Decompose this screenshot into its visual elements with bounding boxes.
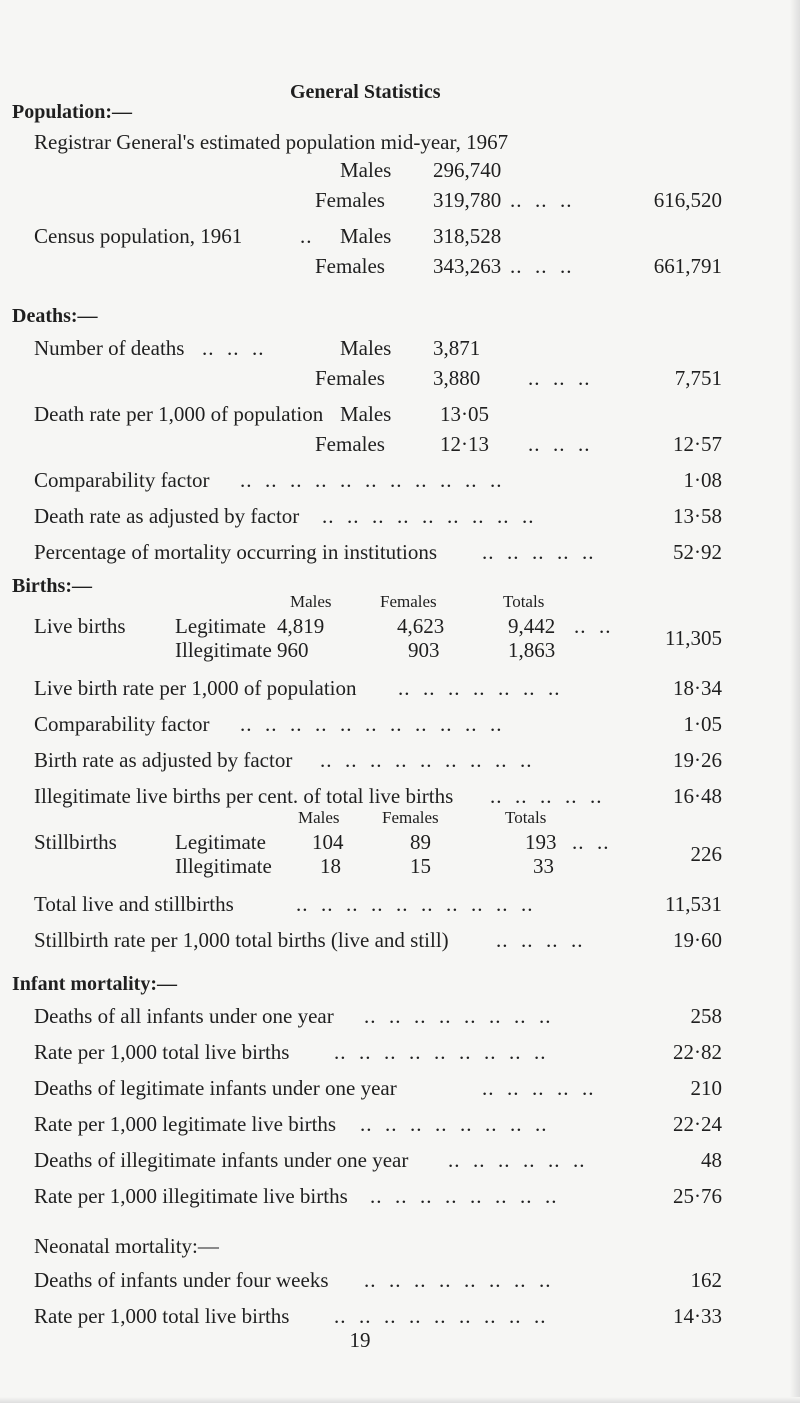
census-total-value: 661,791 — [653, 254, 722, 278]
deaths-males-value: 3,871 — [433, 336, 481, 360]
illegit-totals: 1,863 — [508, 638, 556, 662]
dot-leader: .. .. — [572, 830, 610, 854]
still-illegit-label: Illegitimate — [175, 854, 272, 878]
institutions-label: Percentage of mortality occurring in institutions — [34, 540, 437, 564]
census-females-label: Females — [315, 254, 385, 278]
birth-comparability-value: 1·05 — [683, 712, 722, 736]
population-heading: Population:— — [12, 101, 133, 123]
infant-legit-rate-value: 22·24 — [673, 1112, 722, 1136]
legit-label: Legitimate — [175, 614, 266, 638]
mid-year-females-label: Females — [315, 188, 385, 212]
death-rate-males-value: 13·05 — [440, 402, 489, 426]
institutions-value: 52·92 — [673, 540, 722, 564]
illegit-females: 903 — [408, 638, 440, 662]
dot-leader: .. — [300, 224, 313, 248]
page-title: General Statistics — [290, 81, 441, 103]
dot-leader: .. .. .. .. — [496, 928, 584, 952]
total-live-still-value: 11,531 — [665, 892, 722, 916]
illegit-males: 960 — [277, 638, 309, 662]
infant-illegit-deaths-value: 48 — [701, 1148, 722, 1172]
deaths-heading: Deaths:— — [12, 305, 98, 327]
death-rate-males-label: Males — [340, 402, 392, 426]
census-females-value: 343,263 — [433, 254, 502, 278]
census-males-value: 318,528 — [433, 224, 502, 248]
dot-leader: .. .. .. .. .. — [490, 784, 603, 808]
dot-leader: .. .. .. — [510, 188, 573, 212]
infant-all-deaths-label: Deaths of all infants under one year — [34, 1004, 334, 1028]
dot-leader: .. .. .. .. .. — [482, 540, 595, 564]
deaths-total-value: 7,751 — [674, 366, 722, 390]
illegit-pct-value: 16·48 — [673, 784, 722, 808]
dot-leader: .. .. .. — [528, 366, 591, 390]
neonatal-deaths-label: Deaths of infants under four weeks — [34, 1268, 329, 1292]
mid-year-females-value: 319,780 — [433, 188, 502, 212]
mid-year-males-label: Males — [340, 158, 392, 182]
still-legit-males: 104 — [312, 830, 344, 854]
death-comparability-label: Comparability factor — [34, 468, 210, 492]
dot-leader: .. .. .. — [528, 432, 591, 456]
still-col-females: Females — [382, 808, 439, 827]
still-legit-label: Legitimate — [175, 830, 266, 854]
births-heading: Births:— — [12, 575, 92, 597]
infant-illegit-deaths-label: Deaths of illegitimate infants under one year — [34, 1148, 409, 1172]
neonatal-rate-label: Rate per 1,000 total live births — [34, 1304, 290, 1328]
deaths-females-value: 3,880 — [433, 366, 481, 390]
still-legit-females: 89 — [410, 830, 431, 854]
mid-year-total-value: 616,520 — [653, 188, 722, 212]
dot-leader: .. .. .. .. .. .. .. .. .. — [320, 748, 533, 772]
mid-year-label: Registrar General's estimated population mid-year, 1967 — [34, 130, 509, 154]
infant-legit-deaths-label: Deaths of legitimate infants under one year — [34, 1076, 397, 1100]
deaths-number-label: Number of deaths — [34, 336, 185, 360]
live-rate-label: Live birth rate per 1,000 of population — [34, 676, 357, 700]
neonatal-heading: Neonatal mortality:— — [34, 1234, 219, 1258]
dot-leader: .. .. .. .. .. .. .. .. — [364, 1268, 552, 1292]
still-illegit-females: 15 — [410, 854, 431, 878]
still-col-totals: Totals — [505, 808, 547, 827]
dot-leader: .. .. .. .. .. .. .. .. — [360, 1112, 548, 1136]
page-edge-shadow — [790, 0, 800, 1403]
dot-leader: .. .. .. .. .. .. .. .. .. .. .. — [240, 468, 503, 492]
infant-legit-deaths-value: 210 — [690, 1076, 722, 1100]
live-total-value: 11,305 — [665, 626, 722, 650]
infant-legit-rate-label: Rate per 1,000 legitimate live births — [34, 1112, 337, 1136]
infant-all-rate-value: 22·82 — [673, 1040, 722, 1064]
dot-leader: .. .. .. .. .. .. .. .. .. — [322, 504, 535, 528]
death-rate-label: Death rate per 1,000 of population — [34, 402, 324, 426]
deaths-males-label: Males — [340, 336, 392, 360]
dot-leader: .. .. .. .. .. .. .. .. — [364, 1004, 552, 1028]
dot-leader: .. .. .. .. .. — [482, 1076, 595, 1100]
page-bottom-shadow — [0, 1397, 800, 1403]
neonatal-rate-value: 14·33 — [673, 1304, 722, 1328]
page-number: 19 — [349, 1328, 371, 1352]
dot-leader: .. .. .. .. .. .. .. — [398, 676, 561, 700]
dot-leader: .. .. .. .. .. .. .. .. .. — [334, 1304, 547, 1328]
dot-leader: .. .. — [574, 614, 612, 638]
death-rate-females-value: 12·13 — [440, 432, 489, 456]
still-total-value: 226 — [690, 842, 722, 866]
still-col-males: Males — [298, 808, 340, 827]
death-rate-total-value: 12·57 — [673, 432, 722, 456]
still-rate-label: Stillbirth rate per 1,000 total births (live and still) — [34, 928, 449, 952]
illegit-label: Illegitimate — [175, 638, 272, 662]
live-rate-value: 18·34 — [673, 676, 722, 700]
legit-males: 4,819 — [277, 614, 325, 638]
census-label: Census population, 1961 — [34, 224, 243, 248]
infant-illegit-rate-value: 25·76 — [673, 1184, 722, 1208]
illegit-pct-label: Illegitimate live births per cent. of total live births — [34, 784, 454, 808]
death-rate-females-label: Females — [315, 432, 385, 456]
col-males: Males — [290, 592, 332, 611]
death-adjusted-label: Death rate as adjusted by factor — [34, 504, 300, 528]
infant-illegit-rate-label: Rate per 1,000 illegitimate live births — [34, 1184, 348, 1208]
legit-females: 4,623 — [397, 614, 445, 638]
dot-leader: .. .. .. — [510, 254, 573, 278]
dot-leader: .. .. .. .. .. .. .. .. — [370, 1184, 558, 1208]
col-females: Females — [380, 592, 437, 611]
dot-leader: .. .. .. — [202, 336, 265, 360]
birth-comparability-label: Comparability factor — [34, 712, 210, 736]
still-illegit-males: 18 — [320, 854, 341, 878]
neonatal-deaths-value: 162 — [690, 1268, 722, 1292]
dot-leader: .. .. .. .. .. .. — [448, 1148, 586, 1172]
census-males-label: Males — [340, 224, 392, 248]
dot-leader: .. .. .. .. .. .. .. .. .. .. .. — [240, 712, 503, 736]
dot-leader: .. .. .. .. .. .. .. .. .. .. — [296, 892, 534, 916]
legit-totals: 9,442 — [508, 614, 556, 638]
deaths-females-label: Females — [315, 366, 385, 390]
col-totals: Totals — [503, 592, 545, 611]
death-adjusted-value: 13·58 — [673, 504, 722, 528]
mid-year-males-value: 296,740 — [433, 158, 502, 182]
stillbirths-label: Stillbirths — [34, 830, 117, 854]
still-rate-value: 19·60 — [673, 928, 722, 952]
birth-adjusted-label: Birth rate as adjusted by factor — [34, 748, 293, 772]
infant-all-rate-label: Rate per 1,000 total live births — [34, 1040, 290, 1064]
still-illegit-totals: 33 — [533, 854, 554, 878]
dot-leader: .. .. .. .. .. .. .. .. .. — [334, 1040, 547, 1064]
death-comparability-value: 1·08 — [683, 468, 722, 492]
total-live-still-label: Total live and stillbirths — [34, 892, 234, 916]
birth-adjusted-value: 19·26 — [673, 748, 722, 772]
live-births-label: Live births — [34, 614, 126, 638]
still-legit-totals: 193 — [525, 830, 557, 854]
infant-all-deaths-value: 258 — [690, 1004, 722, 1028]
infant-heading: Infant mortality:— — [12, 973, 177, 995]
